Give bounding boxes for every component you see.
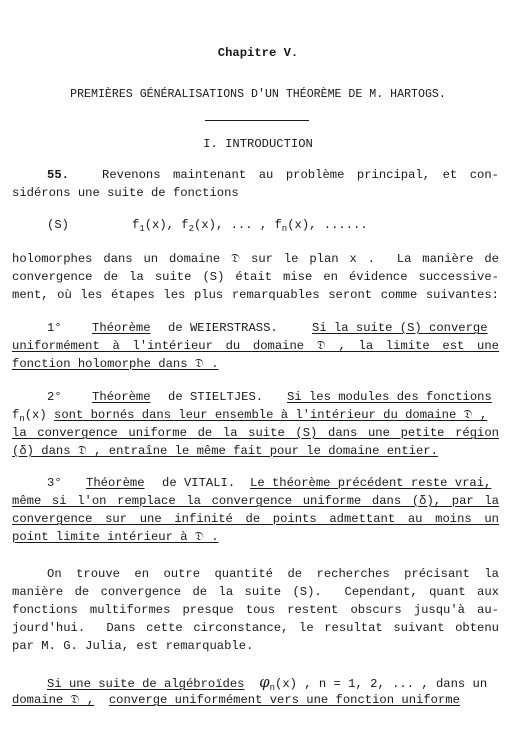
item3-number: 3°: [47, 476, 62, 490]
item3-author: de VITALI.: [162, 476, 236, 490]
chapter-title: PREMIÈRES GÉNÉRALISATIONS D'UN THÉORÈME DE M. HARTOGS.: [70, 88, 446, 101]
para-on-line1: On trouve en outre quantité de recherches précisant la: [47, 567, 499, 581]
item2-number: 2°: [47, 390, 62, 404]
item2-statement: Si les modules des fonctions: [287, 390, 492, 404]
para-holo-line3: ment, où les étapes les plus remarquables seront comme suivantes:: [12, 288, 499, 302]
section-heading: I. INTRODUCTION: [203, 137, 313, 151]
item3-line2: même si l'on remplace la convergence uniforme dans (δ), par la: [12, 494, 499, 508]
para-on-line5: par M. G. Julia, est remarquable.: [12, 639, 254, 653]
para-holo-line2: convergence de la suite (S) était mise en évidence successive-: [12, 270, 499, 284]
item2-theorem: Théorème: [92, 390, 151, 404]
item3-line3: convergence sur une infinité de points admettant au moins un: [12, 512, 499, 526]
para-55-number: 55.: [47, 168, 69, 182]
item1-theorem: Théorème: [92, 321, 151, 335]
para-on-line4: jourd'hui. Dans cette circonstance, le resultat suivant obtenu: [12, 621, 499, 635]
item1-number: 1°: [47, 321, 62, 335]
item2-author: de STIELTJES.: [168, 390, 264, 404]
sequence-expression: $f_1(x)$, $f_2(x)$, ... , $f_n(x)$, ......: [132, 218, 368, 234]
item2-line3: la convergence uniforme de la suite (S) dans une petite région: [12, 426, 499, 440]
sequence-label: (S): [47, 218, 69, 232]
item3-statement: Le théorème précédent reste vrai,: [250, 476, 492, 490]
last-line2: domaine 𝔇 , converge uniformément vers une fonction uniforme: [12, 693, 460, 707]
para-55-line1: Revenons maintenant au problème principal, et con-: [102, 168, 499, 182]
item1-line2: uniformément à l'intérieur du domaine 𝔇 , la limite est une: [12, 339, 499, 353]
item3-line4: point limite intérieur à 𝔇 .: [12, 530, 219, 544]
item2-line2: $f_n(x)$ sont bornés dans leur ensemble à l'intérieur du domaine 𝔇 ,: [12, 408, 488, 424]
title-rule: [205, 120, 309, 121]
para-55-line2: sidérons une suite de fonctions: [12, 186, 239, 200]
item1-author: de WEIERSTRASS.: [168, 321, 278, 335]
item2-line4: (δ) dans 𝔇 , entraîne le même fait pour le domaine entier.: [12, 444, 438, 458]
item1-line3: fonction holomorphe dans 𝔇 .: [12, 357, 219, 371]
item1-statement: Si la suite (S) converge: [312, 321, 488, 335]
item3-theorem: Théorème: [86, 476, 145, 490]
para-on-line2: manière de convergence de la suite (S). Cependant, quant aux: [12, 585, 499, 599]
para-on-line3: fonctions multiformes presque tous restent obscurs jusqu'à au-: [12, 603, 499, 617]
para-holo-line1: holomorphes dans un domaine 𝔇 sur le plan x . La manière de: [12, 252, 499, 266]
last-line1: Si une suite de algébroïdes $\varphi_n(x)$ , n = 1, 2, ... , dans un: [47, 673, 488, 693]
chapter-heading: Chapitre V.: [217, 46, 299, 60]
